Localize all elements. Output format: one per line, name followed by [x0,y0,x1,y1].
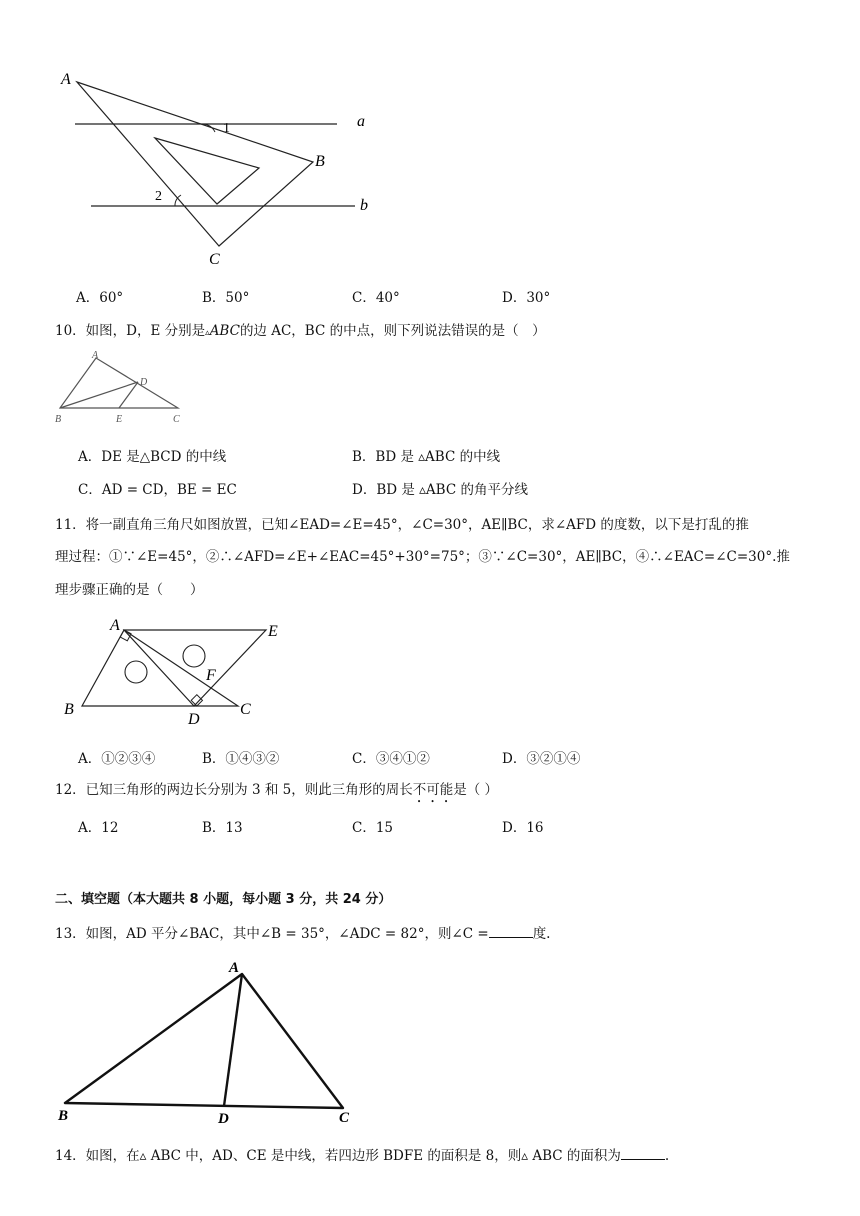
label-C: C [209,251,220,268]
label-A: A [92,350,99,361]
q12-option-d[interactable]: D．16 [502,820,544,836]
q11-option-b[interactable]: B．①④③② [202,751,280,767]
q12-text-before: 12．已知三角形的两边长分别为 3 和 5，则此三角形的周长 [55,782,413,798]
q13-answer-blank[interactable] [489,925,533,938]
q10-figure [52,348,192,428]
label-D: D [188,711,200,728]
triangle-abc [77,82,313,246]
triangle-symbol: ▵ [205,328,210,338]
q12-option-a[interactable]: A．12 [78,820,119,836]
q9-option-c[interactable]: C．40° [352,290,400,306]
label-F: F [206,667,216,684]
label-B: B [55,414,62,425]
q11-option-a[interactable]: A．①②③④ [78,751,156,767]
q14-stem [55,1144,669,1164]
label-C: C [240,701,251,718]
label-C: C [173,414,180,425]
section-heading: 二、填空题（本大题共 8 小题，每小题 3 分，共 24 分） [55,892,392,907]
segment-de [119,382,138,408]
q11-figure [60,612,300,728]
q9-option-a[interactable]: A．60° [76,290,124,306]
q10-text-after: 的边 AC，BC 的中点，则下列说法错误的是（ ） [239,323,546,339]
q10-option-b[interactable]: B．BD 是 ▵ABC 的中线 [352,449,501,465]
q13-stem [55,922,550,942]
label-B: B [64,701,74,718]
q11-line2: 理过程：①∵∠E=45°，②∴∠AFD=∠E+∠EAC=45°+30°=75°；③∵∠C=30°，AE∥BC，④∴∠EAC=∠C=30°.推 [55,549,790,565]
label-C: C [339,1110,350,1126]
q14-text-after: . [664,1148,670,1164]
label-a: a [357,113,365,130]
q9-option-b[interactable]: B．50° [202,290,250,306]
q10-stem [55,319,546,339]
q12-emphasis: 不可能 [412,782,454,798]
q9-figure [55,62,385,270]
hole-left [125,661,147,683]
label-A: A [229,960,240,976]
label-A: A [110,617,120,634]
q10-option-d[interactable]: D．BD 是 ▵ABC 的角平分线 [352,482,528,498]
q13-text-before: 13．如图，AD 平分∠BAC，其中∠B = 35°，∠ADC = 82°，则∠C = [55,926,489,942]
label-angle1: 1 [223,121,230,136]
q9-option-d[interactable]: D．30° [502,290,551,306]
q13-text-after: 度. [532,926,551,942]
triangle-abc [60,358,178,408]
q12-text-after: 是（ ） [453,782,499,798]
right-triangle-ade [124,630,266,706]
label-D: D [218,1111,229,1126]
label-angle2: 2 [155,189,162,204]
segment-bd [60,382,138,408]
inner-triangle [155,138,259,204]
q12-stem [55,778,498,806]
label-E: E [116,414,123,425]
q12-option-c[interactable]: C．15 [352,820,394,836]
label-A: A [61,71,71,88]
q11-option-c[interactable]: C．③④①② [352,751,430,767]
label-b: b [360,197,368,214]
q11-line3: 理步骤正确的是（ ） [55,582,204,598]
label-B: B [315,153,325,170]
q10-option-a[interactable]: A．DE 是△BCD 的中线 [78,449,227,465]
triangle-abc [65,974,343,1108]
label-B: B [58,1108,69,1124]
q14-answer-blank[interactable] [621,1147,665,1160]
q10-triangle-name: ABC [209,323,240,339]
q11-option-d[interactable]: D．③②①④ [502,751,581,767]
label-D: D [140,377,148,388]
q11-line1: 11．将一副直角三角尺如图放置，已知∠EAD=∠E=45°，∠C=30°，AE∥BC，求∠AFD 的度数，以下是打乱的推 [55,517,749,533]
label-E: E [268,623,278,640]
q12-option-b[interactable]: B．13 [202,820,243,836]
q13-figure [55,956,365,1126]
bisector-ad [224,974,242,1106]
hole-right [183,645,205,667]
q14-text-before: 14．如图，在▵ ABC 中，AD、CE 是中线，若四边形 BDFE 的面积是 8，则▵ ABC 的面积为 [55,1148,621,1164]
q10-text-before: 10．如图，D，E 分别是 [55,323,206,339]
q10-option-c[interactable]: C．AD = CD，BE = EC [78,482,237,498]
